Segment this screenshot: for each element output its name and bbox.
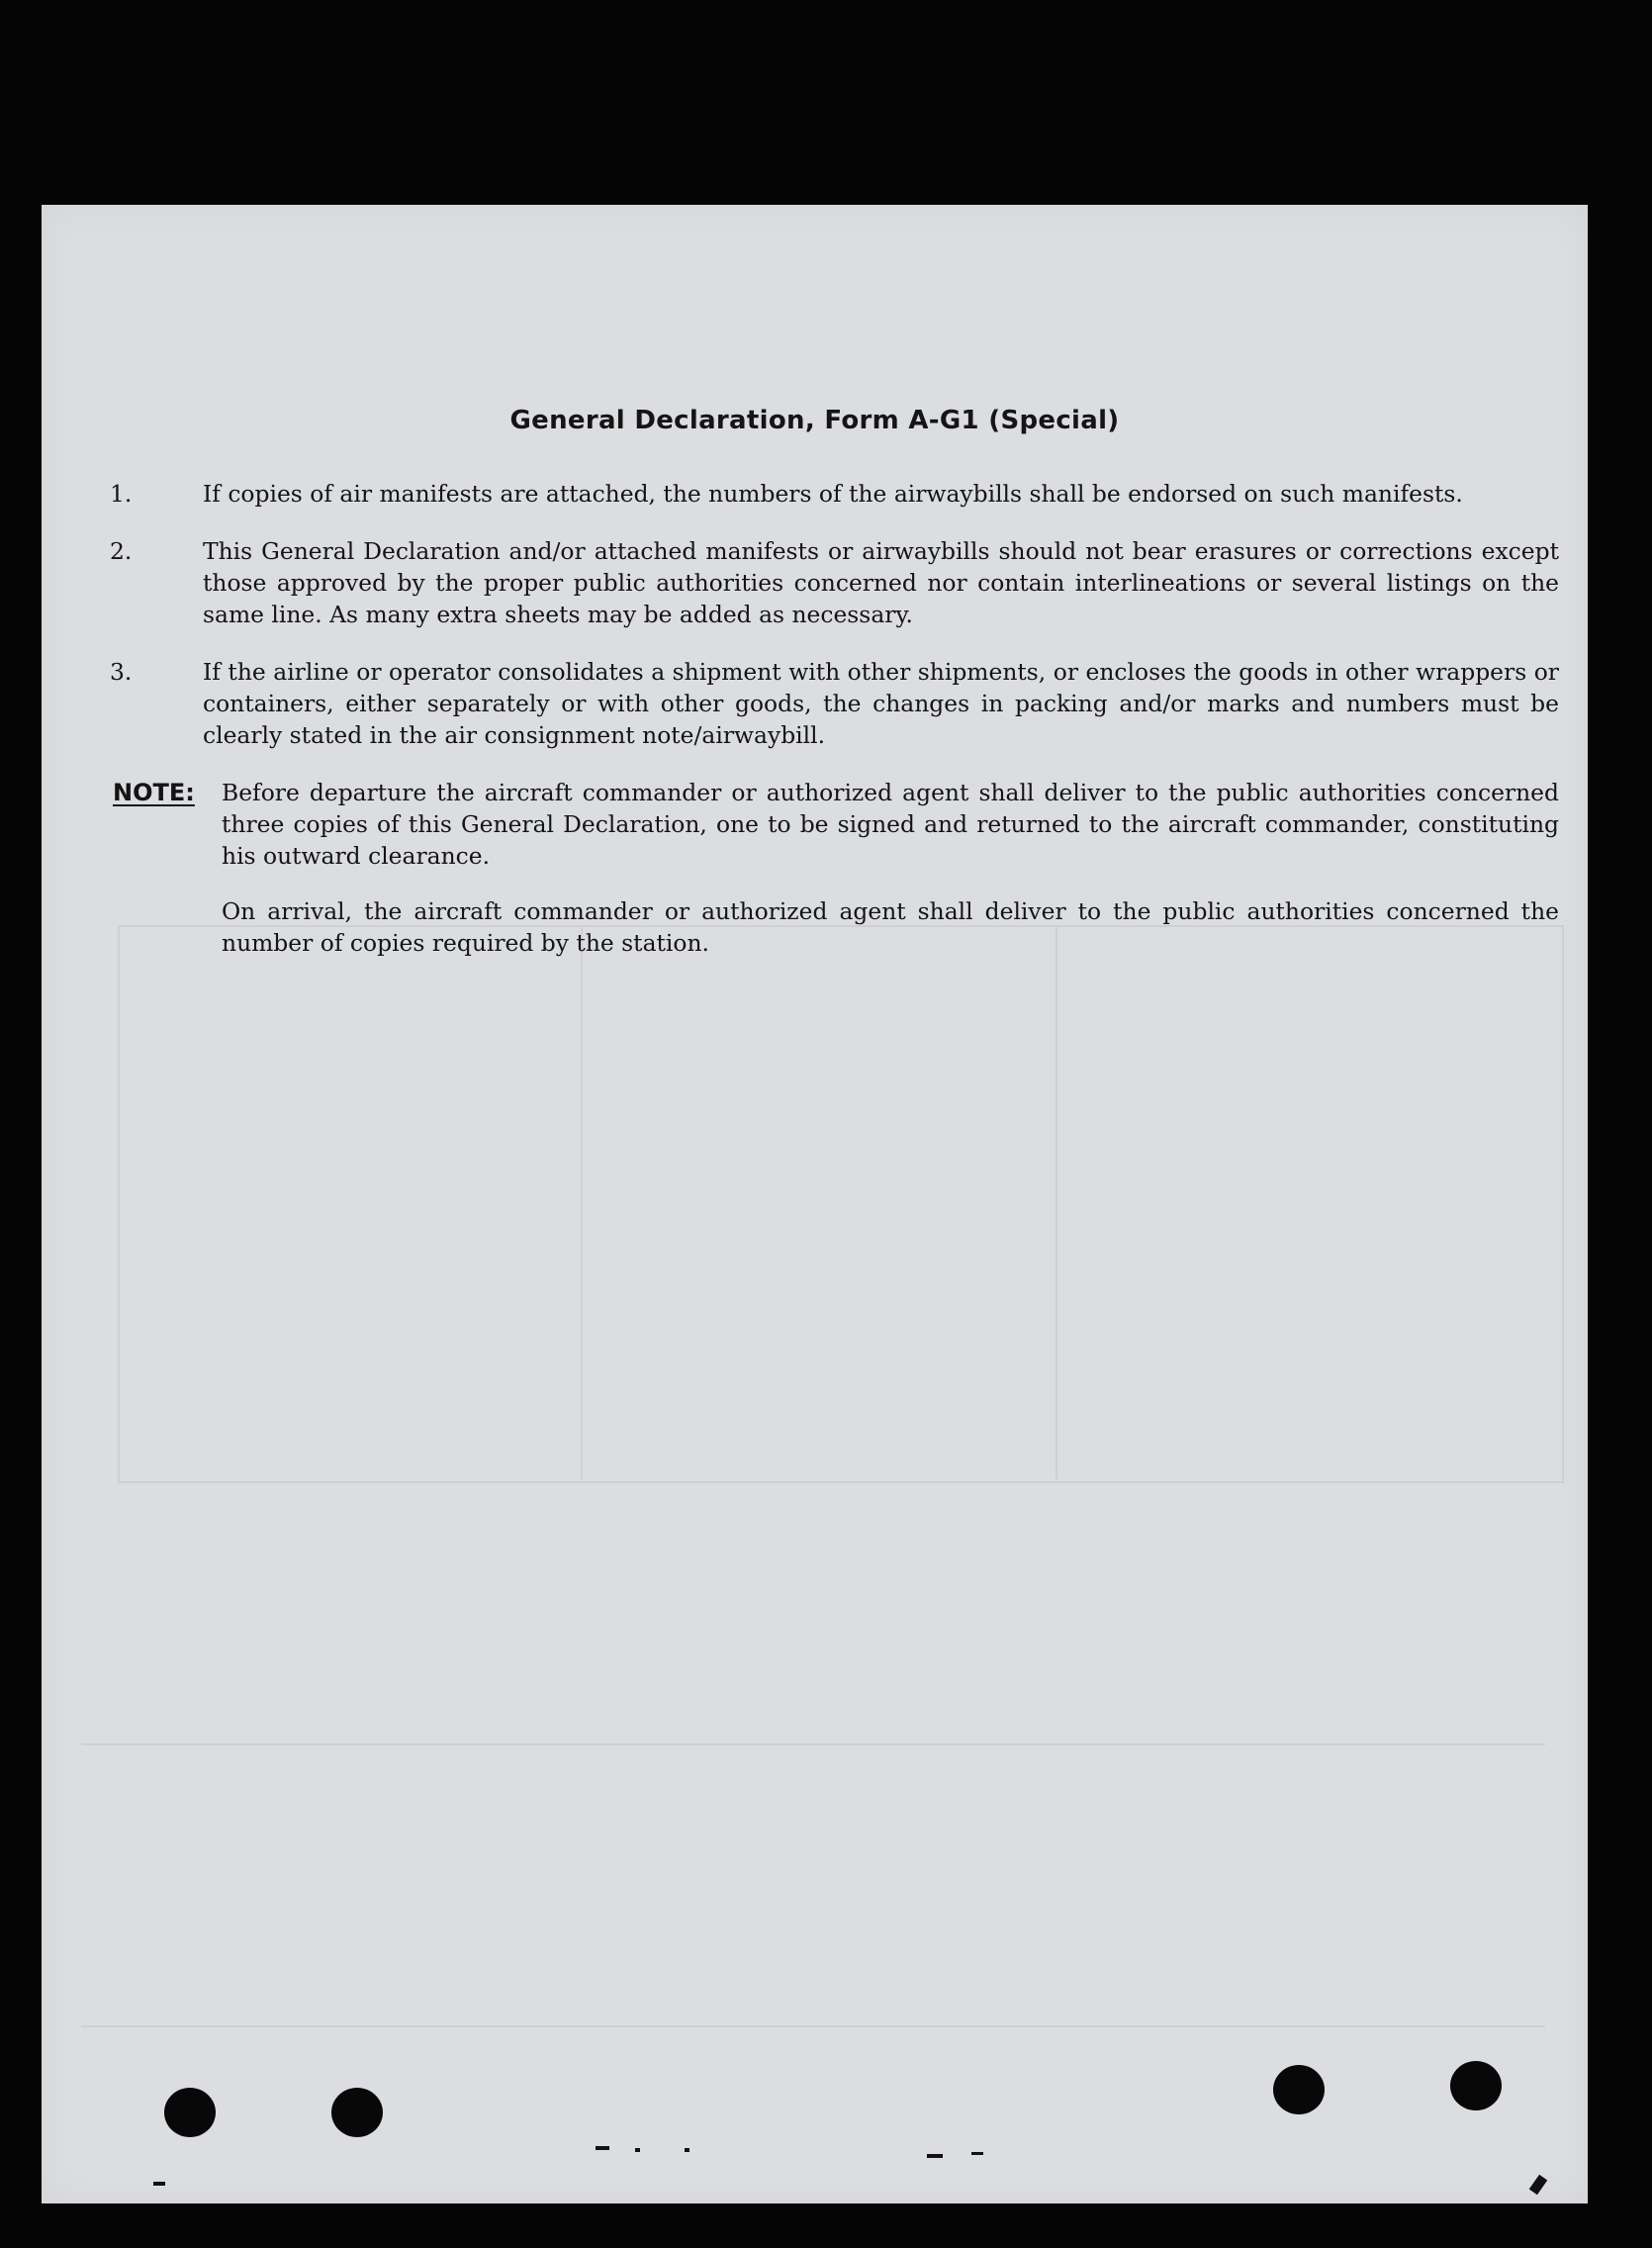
show-through-column-divider — [1055, 925, 1057, 1479]
scan-speck — [153, 2182, 165, 2186]
note-section — [113, 777, 1559, 959]
item-text: This General Declaration and/or attached manifests or airwaybills should not bear erasures or corrections except those approved by the proper public authorities concerned nor contain interlineations or several listings on the same line. As many extra sheets may be added as necessary. — [203, 537, 1559, 628]
scan-speck — [1529, 2175, 1548, 2195]
scan-speck — [635, 2148, 640, 2152]
scan-speck — [927, 2154, 943, 2158]
instruction-item-2 — [110, 535, 1559, 630]
scan-speck — [971, 2152, 983, 2155]
page-title: General Declaration, Form A-G1 (Special) — [509, 406, 1120, 435]
item-text: If the airline or operator consolidates a shipment with other shipments, or encloses the goods in other wrappers or containers, either separately or with other goods, the changes in packing and/or marks and numbers must be clearly stated in the air consignment note/airwaybill. — [203, 658, 1559, 749]
punch-hole — [331, 2088, 383, 2137]
instruction-item-1 — [110, 478, 1559, 510]
show-through-rule — [81, 2025, 1545, 2027]
show-through-rule — [81, 1743, 1545, 1745]
punch-hole — [1273, 2065, 1325, 2114]
punch-hole — [1450, 2061, 1502, 2110]
item-number: 3. — [110, 658, 133, 686]
scan-speck — [596, 2146, 609, 2150]
item-number: 1. — [110, 480, 133, 508]
punch-hole — [164, 2088, 216, 2137]
show-through-column-divider — [581, 925, 583, 1479]
instruction-item-3 — [110, 656, 1559, 751]
document-page — [42, 205, 1588, 2203]
item-text: If copies of air manifests are attached, the numbers of the airwaybills shall be endorsed on such manifests. — [203, 480, 1463, 508]
scan-speck — [685, 2148, 689, 2152]
note-paragraph-1: Before departure the aircraft commander or authorized agent shall deliver to the public authorities concerned three copies of this General Declaration, one to be signed and returned to the aircraft commander, constituting his outward clearance. — [222, 779, 1559, 870]
note-paragraph-2: On arrival, the aircraft commander or authorized agent shall deliver to the public authorities concerned the number of copies required by the station. — [222, 897, 1559, 957]
item-number: 2. — [110, 537, 133, 565]
note-label: NOTE: — [113, 779, 195, 806]
show-through-form-grid — [118, 925, 1564, 1483]
